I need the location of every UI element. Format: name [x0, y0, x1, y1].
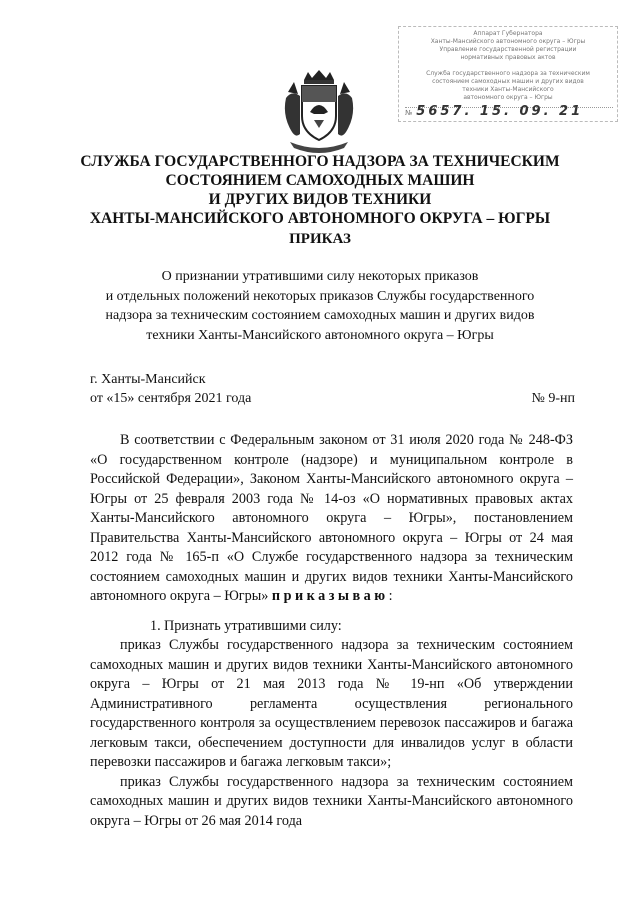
stamp-line: Ханты-Мансийского автономного округа – Югры	[430, 38, 586, 45]
subject-line: О признании утратившими силу некоторых приказов	[161, 269, 479, 284]
title-line: И ДРУГИХ ВИДОВ ТЕХНИКИ	[208, 191, 432, 208]
item-1-number: 1.	[150, 617, 161, 634]
subject-line: надзора за техническим состоянием самоходных машин и других видов	[105, 308, 535, 323]
stamp-line: состоянием самоходных машин и других видов	[432, 78, 584, 85]
item-1	[90, 617, 573, 637]
document-type: ПРИКАЗ	[289, 231, 351, 247]
title-line: ХАНТЫ-МАНСИЙСКОГО АВТОНОМНОГО ОКРУГА – ЮГРЫ	[89, 210, 551, 227]
order-number: № 9-нп	[531, 391, 575, 406]
order-body	[90, 431, 573, 831]
title-line: СОСТОЯНИЕМ САМОХОДНЫХ МАШИН	[165, 172, 475, 189]
coat-of-arms-icon	[274, 68, 364, 158]
order-subject	[80, 267, 560, 345]
stamp-line: автономного округа – Югры	[463, 94, 553, 101]
item-1-text: Признать утратившими силу:	[164, 617, 342, 634]
registration-stamp	[398, 26, 618, 122]
stamp-line: Служба государственного надзора за техническим	[426, 70, 590, 77]
preamble-text: В соответствии с Федеральным законом от 31 июля 2020 года № 248-ФЗ «О государственном контроле (надзоре) и муниципальном контроле в Российской Федерации», Законом Ханты-Мансийского автономного округа – Югры от 25 февраля 2003 года № 14-оз «О нормативных правовых актах Ханты-Мансийского автономного округа – Югры», постановлением Правительства Ханты-Мансийского автономного округа – Югры от 24 мая 2012 года № 165-п «О Службе государственного надзора за техническим состоянием самоходных машин и других видов техники Ханты-Мансийского автономного округа – Югры»	[90, 432, 573, 604]
subject-line: и отдельных положений некоторых приказов Службы государственного	[105, 288, 535, 304]
issue-city: г. Ханты-Мансийск	[90, 372, 206, 387]
stamp-registration-number	[405, 104, 613, 119]
agency-title	[60, 152, 580, 228]
title-line: СЛУЖБА ГОСУДАРСТВЕННОГО НАДЗОРА ЗА ТЕХНИЧЕСКИМ	[80, 153, 560, 170]
stamp-reg-label: №	[405, 109, 413, 117]
order-word: приказываю	[271, 588, 389, 604]
stamp-line	[403, 62, 613, 70]
stamp-line: Аппарат Губернатора	[473, 30, 543, 37]
stamp-line: техники Ханты-Мансийского	[462, 86, 554, 93]
sub-item-1: приказ Службы государственного надзора за техническим состоянием самоходных машин и других видов техники Ханты-Мансийского автономного округа – Югры от 21 мая 2013 года № 19-нп «Об утверждении Административного регламента осуществления регионального государственного контроля за осуществлением перевозок пассажиров и багажа легковым такси, обеспечением доступности для инвалидов услуг в области перевозки пассажиров и багажа легковым такси»;	[90, 637, 573, 770]
sub-item-2: приказ Службы государственного надзора за техническим состоянием самоходных машин и других видов техники Ханты-Мансийского автономного округа – Югры от 26 мая 2014 года	[90, 773, 573, 829]
stamp-reg-value: 5657. 15. 09. 21	[416, 104, 584, 119]
subject-line: техники Ханты-Мансийского автономного округа – Югры	[146, 327, 494, 343]
issue-date: от «15» сентября 2021 года	[90, 391, 252, 406]
preamble-paragraph: В соответствии с Федеральным законом от 31 июля 2020 года № 248-ФЗ «О государственном контроле (надзоре) и муниципальном контроле в Российской Федерации», Законом Ханты-Мансийского автономного округа – Югры от 25 февраля 2003 года № 14-оз «О нормативных правовых актах Ханты-Мансийского автономного округа – Югры», постановлением Правительства Ханты-Мансийского автономного округа – Югры от 24 мая 2012 года № 165-п «О Службе государственного надзора за техническим состоянием самоходных машин и других видов техники Ханты-Мансийского автономного округа – Югры» приказываю:	[90, 432, 573, 604]
stamp-line: нормативных правовых актов	[460, 54, 556, 61]
stamp-line: Управление государственной регистрации	[439, 46, 577, 53]
